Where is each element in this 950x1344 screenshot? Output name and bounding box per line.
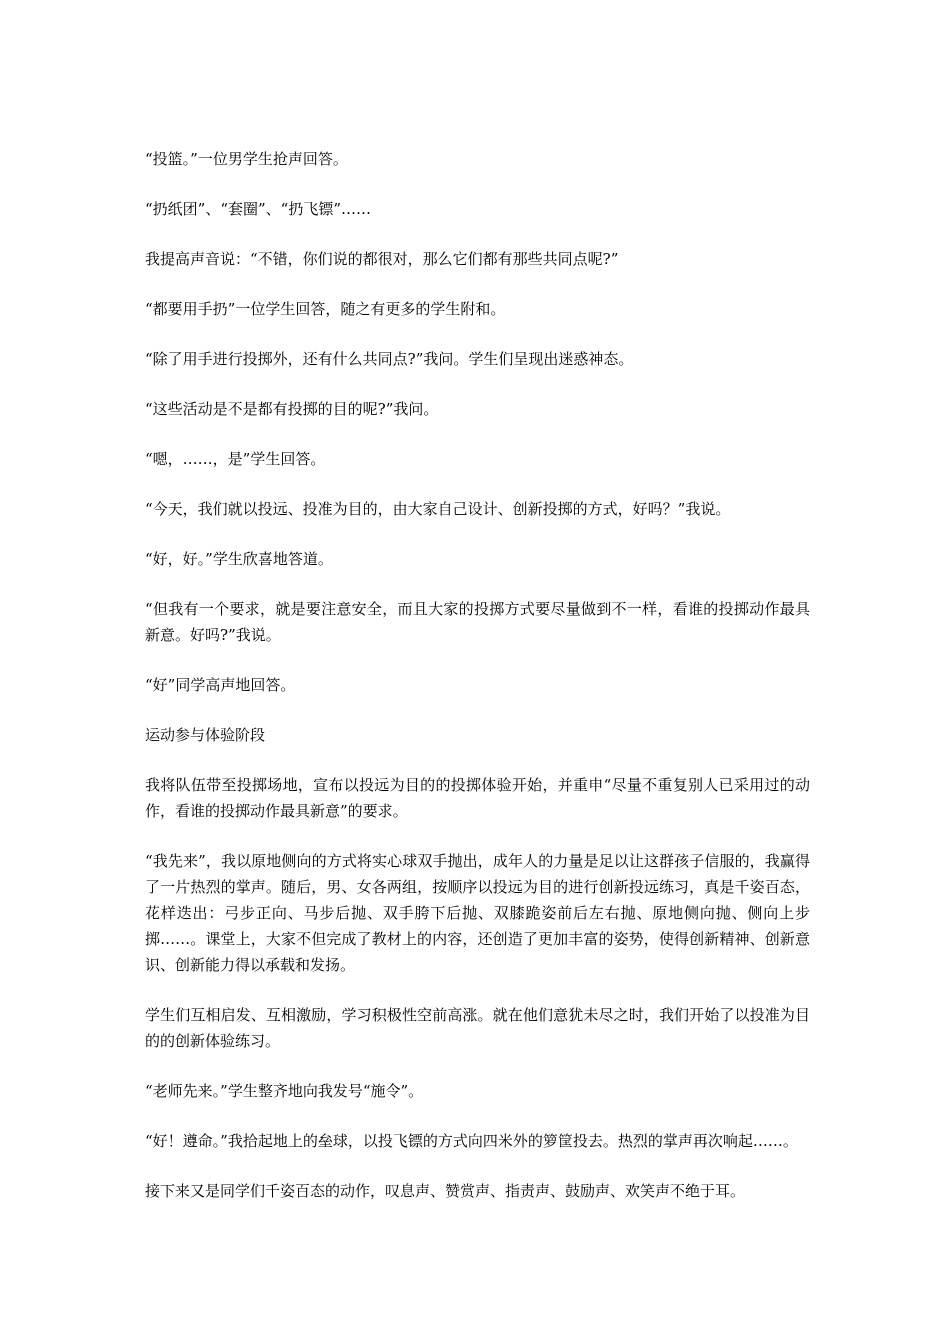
paragraph: “这些活动是不是都有投掷的目的呢?”我问。 bbox=[145, 400, 439, 418]
document-body bbox=[145, 146, 810, 1228]
paragraph: “嗯，……，是”学生回答。 bbox=[145, 450, 326, 468]
paragraph: “投篮。”一位男学生抢声回答。 bbox=[145, 150, 348, 168]
paragraph: “但我有一个要求，就是要注意安全，而且大家的投掷方式要尽量做到不一样，看谁的投掷动作最具新意。好吗?”我说。 bbox=[145, 600, 810, 644]
paragraph: 我提高声音说：“不错，你们说的都很对，那么它们都有那些共同点呢?” bbox=[145, 250, 619, 268]
paragraph: “好，好。”学生欣喜地答道。 bbox=[145, 550, 333, 568]
paragraph: “我先来”，我以原地侧向的方式将实心球双手抛出，成年人的力量是足以让这群孩子信服的，我赢得了一片热烈的掌声。随后，男、女各两组，按顺序以投远为目的进行创新投远练习，真是千姿百态，花样迭出：弓步正向、马步后抛、双手胯下后抛、双膝跪姿前后左右抛、原地侧向抛、侧向上步掷……。课堂上，大家不但完成了教材上的内容，还创造了更加丰富的姿势，使得创新精神、创新意识、创新能力得以承载和发扬。 bbox=[145, 852, 810, 974]
paragraph: “都要用手扔”一位学生回答，随之有更多的学生附和。 bbox=[145, 300, 506, 318]
section-heading: 运动参与体验阶段 bbox=[145, 726, 266, 744]
paragraph: 学生们互相启发、互相激励，学习积极性空前高涨。就在他们意犹未尽之时，我们开始了以投准为目的的创新体验练习。 bbox=[145, 1006, 810, 1050]
paragraph: 接下来又是同学们千姿百态的动作，叹息声、赞赏声、指责声、鼓励声、欢笑声不绝于耳。 bbox=[145, 1182, 746, 1200]
paragraph: “除了用手进行投掷外，还有什么共同点?”我问。学生们呈现出迷惑神态。 bbox=[145, 350, 634, 368]
paragraph: “好！遵命。”我拾起地上的垒球，以投飞镖的方式向四米外的箩筐投去。热烈的掌声再次响起……。 bbox=[145, 1132, 798, 1150]
paragraph: “扔纸团”、“套圈”、“扔飞镖”…… bbox=[145, 200, 372, 218]
paragraph: “好”同学高声地回答。 bbox=[145, 676, 296, 694]
paragraph: 我将队伍带至投掷场地，宣布以投远为目的的投掷体验开始，并重申“尽量不重复别人已采用过的动作，看谁的投掷动作最具新意”的要求。 bbox=[145, 776, 810, 820]
paragraph: “老师先来。”学生整齐地向我发号“施令”。 bbox=[145, 1082, 424, 1100]
paragraph: “今天，我们就以投远、投准为目的，由大家自己设计、创新投掷的方式，好吗？”我说。 bbox=[145, 500, 731, 518]
